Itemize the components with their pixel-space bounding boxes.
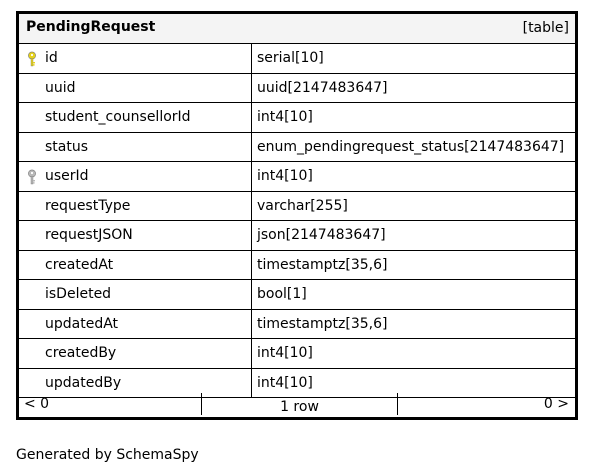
column-name: requestType: [45, 197, 131, 214]
column-type-cell: [252, 133, 575, 162]
column-type-cell: [252, 162, 575, 191]
row-count-cell: [201, 393, 398, 415]
column-type: serial[10]: [257, 50, 324, 66]
column-name: id: [45, 50, 58, 66]
column-name: updatedAt: [45, 315, 119, 332]
column-row[interactable]: [19, 44, 575, 74]
column-name-cell: [19, 74, 252, 103]
column-type-cell: [252, 339, 575, 368]
column-type: enum_pendingrequest_status[2147483647]: [257, 138, 565, 155]
column-row[interactable]: [19, 133, 575, 163]
column-name: createdBy: [45, 345, 117, 361]
column-type: int4[10]: [257, 374, 313, 391]
column-type: timestamptz[35,6]: [257, 256, 388, 273]
column-name-cell: [19, 280, 252, 309]
column-name: isDeleted: [45, 286, 112, 302]
column-type-cell: [252, 280, 575, 309]
column-name-cell: [19, 103, 252, 132]
table-name: PendingRequest: [26, 19, 156, 35]
column-row[interactable]: [19, 251, 575, 281]
column-name-cell: [19, 310, 252, 339]
column-type-cell: [252, 103, 575, 132]
column-type: bool[1]: [257, 286, 307, 302]
column-type-cell: [252, 221, 575, 250]
column-row[interactable]: [19, 162, 575, 192]
column-type-cell: [252, 74, 575, 103]
column-name-cell: [19, 162, 252, 191]
column-name-cell: [19, 44, 252, 73]
column-type: uuid[2147483647]: [257, 79, 388, 96]
column-type: int4[10]: [257, 345, 313, 361]
table-kind: [table]: [522, 20, 569, 36]
column-type: varchar[255]: [257, 197, 348, 214]
column-type: int4[10]: [257, 168, 313, 184]
generator-credit: Generated by SchemaSpy: [16, 447, 199, 463]
column-name: student_counsellorId: [45, 109, 191, 125]
column-row[interactable]: [19, 103, 575, 133]
table-footer: [19, 393, 575, 417]
column-name: userId: [45, 168, 89, 184]
column-row[interactable]: [19, 221, 575, 251]
column-type-cell: [252, 310, 575, 339]
table-header: [19, 14, 575, 44]
column-type-cell: [252, 192, 575, 221]
child-count: 0 >: [543, 396, 569, 412]
column-name: status: [45, 138, 89, 155]
parent-count: < 0: [24, 396, 50, 412]
column-name: requestJSON: [45, 227, 133, 243]
column-name-cell: [19, 221, 252, 250]
column-name-cell: [19, 339, 252, 368]
column-type: int4[10]: [257, 109, 313, 125]
column-row[interactable]: [19, 280, 575, 310]
column-name-cell: [19, 192, 252, 221]
column-type: timestamptz[35,6]: [257, 315, 388, 332]
foreign-key-icon: [26, 169, 38, 185]
row-count: 1 row: [280, 399, 319, 415]
column-type: json[2147483647]: [257, 227, 386, 243]
column-type-cell: [252, 44, 575, 73]
column-list: [19, 44, 575, 398]
column-name: updatedBy: [45, 374, 122, 391]
column-row[interactable]: [19, 192, 575, 222]
column-name-cell: [19, 133, 252, 162]
column-name: createdAt: [45, 256, 114, 273]
column-name-cell: [19, 251, 252, 280]
column-row[interactable]: [19, 339, 575, 369]
table-node-pendingrequest[interactable]: [16, 11, 578, 420]
column-type-cell: [252, 251, 575, 280]
column-row[interactable]: [19, 310, 575, 340]
column-row[interactable]: [19, 74, 575, 104]
primary-key-icon: [26, 51, 38, 67]
column-name: uuid: [45, 79, 76, 96]
